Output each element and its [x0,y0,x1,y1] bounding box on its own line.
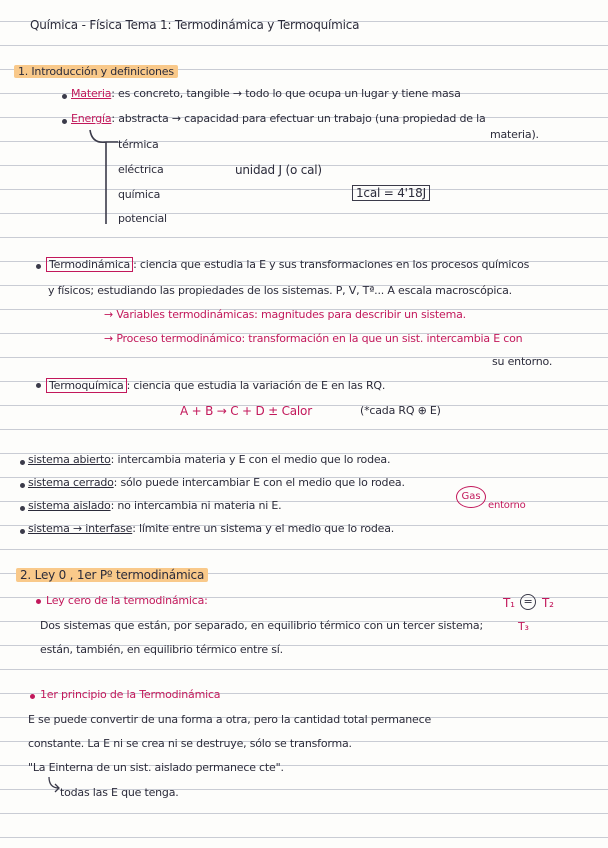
sistema-abierto-line [28,453,390,466]
termodinamica-term: Termodinámica [46,257,133,272]
termoquimica-line [46,379,385,392]
sistema-cerrado-term: sistema cerrado [28,476,114,489]
termoquimica-term: Termoquímica [46,378,127,393]
bullet [20,506,25,511]
sistema-aislado-line [28,499,281,512]
sistema-aislado-definition: : no intercambia ni materia ni E. [110,499,282,512]
section-2-heading: 2. Ley 0 , 1er Pº termodinámica [16,568,208,582]
gas-circle: Gas [456,486,486,508]
bullet [62,94,67,99]
section-1-heading: 1. Introducción y definiciones [14,65,178,78]
equal-circle: = [520,594,536,610]
sistema-interfase-line [28,522,394,535]
entorno-label: entorno [488,500,526,511]
energia-definition-cont: materia). [490,128,539,141]
termodinamica-definition-cont: y físicos; estudiando las propiedades de los sistemas. P, V, Tª... A escala macroscópica. [48,284,512,297]
bullet [36,383,41,388]
primer-principio-heading: 1er principio de la Termodinámica [40,688,221,701]
materia-term: Materia [71,87,112,100]
sistema-abierto-definition: : intercambia materia y E con el medio que lo rodea. [110,453,391,466]
sistema-interfase-term: sistema → interfase [28,522,133,535]
proceso-termodinamico-cont: su entorno. [492,355,553,368]
ley-cero-heading: Ley cero de la termodinámica: [46,594,208,607]
ley-cero-text: Dos sistemas que están, por separado, en equilibrio térmico con un tercer sistema; [40,619,483,632]
energia-term: Energía [71,112,112,125]
materia-line [71,87,461,100]
energy-type: química [118,188,161,201]
sistema-abierto-term: sistema abierto [28,453,111,466]
primer-principio-text-cont: constante. La E ni se crea ni se destruye, sólo se transforma. [28,737,352,750]
bullet [20,529,25,534]
primer-principio-quote: "La Einterna de un sist. aislado permanece cte". [28,761,284,774]
bullet [36,264,41,269]
t3-label: T₃ [518,620,529,633]
cal-conversion-box: 1cal = 4'18J [352,185,430,201]
materia-definition: : es concreto, tangible → todo lo que ocupa un lugar y tiene masa [111,87,461,100]
bullet [20,483,25,488]
ley-cero-text-cont: están, también, en equilibrio térmico entre sí. [40,643,283,656]
termoquimica-definition: : ciencia que estudia la variación de E en las RQ. [126,379,386,392]
t2-label: T₂ [542,596,554,610]
energy-unit: unidad J (o cal) [235,163,322,177]
page-title: Química - Física Tema 1: Termodinámica y Termoquímica [30,18,360,32]
bullet [36,599,41,604]
bullet [20,460,25,465]
energy-type: térmica [118,138,159,151]
energy-type: eléctrica [118,163,164,176]
termodinamica-line [46,258,529,271]
t1-label: T₁ [503,596,515,610]
bullet [30,694,35,699]
sistema-cerrado-line [28,476,405,489]
sistema-interfase-definition: : límite entre un sistema y el medio que lo rodea. [132,522,395,535]
reaction-equation: A + B → C + D ± Calor [180,404,312,418]
sistema-cerrado-definition: : sólo puede intercambiar E con el medio que lo rodea. [113,476,405,489]
sistema-aislado-term: sistema aislado [28,499,111,512]
reaction-note: (*cada RQ ⊕ E) [360,404,441,417]
energia-line [71,112,486,125]
termodinamica-definition: : ciencia que estudia la E y sus transformaciones en los procesos químicos [133,258,530,271]
energia-definition: : abstracta → capacidad para efectuar un trabajo (una propiedad de la [111,112,486,125]
variables-termodinamicas: → Variables termodinámicas: magnitudes para describir un sistema. [104,308,466,321]
primer-principio-text: E se puede convertir de una forma a otra, pero la cantidad total permanece [28,713,432,726]
energy-type: potencial [118,212,167,225]
proceso-termodinamico: → Proceso termodinámico: transformación en la que un sist. intercambia E con [104,332,523,345]
bullet [62,119,67,124]
primer-principio-note: todas las E que tenga. [60,786,179,799]
